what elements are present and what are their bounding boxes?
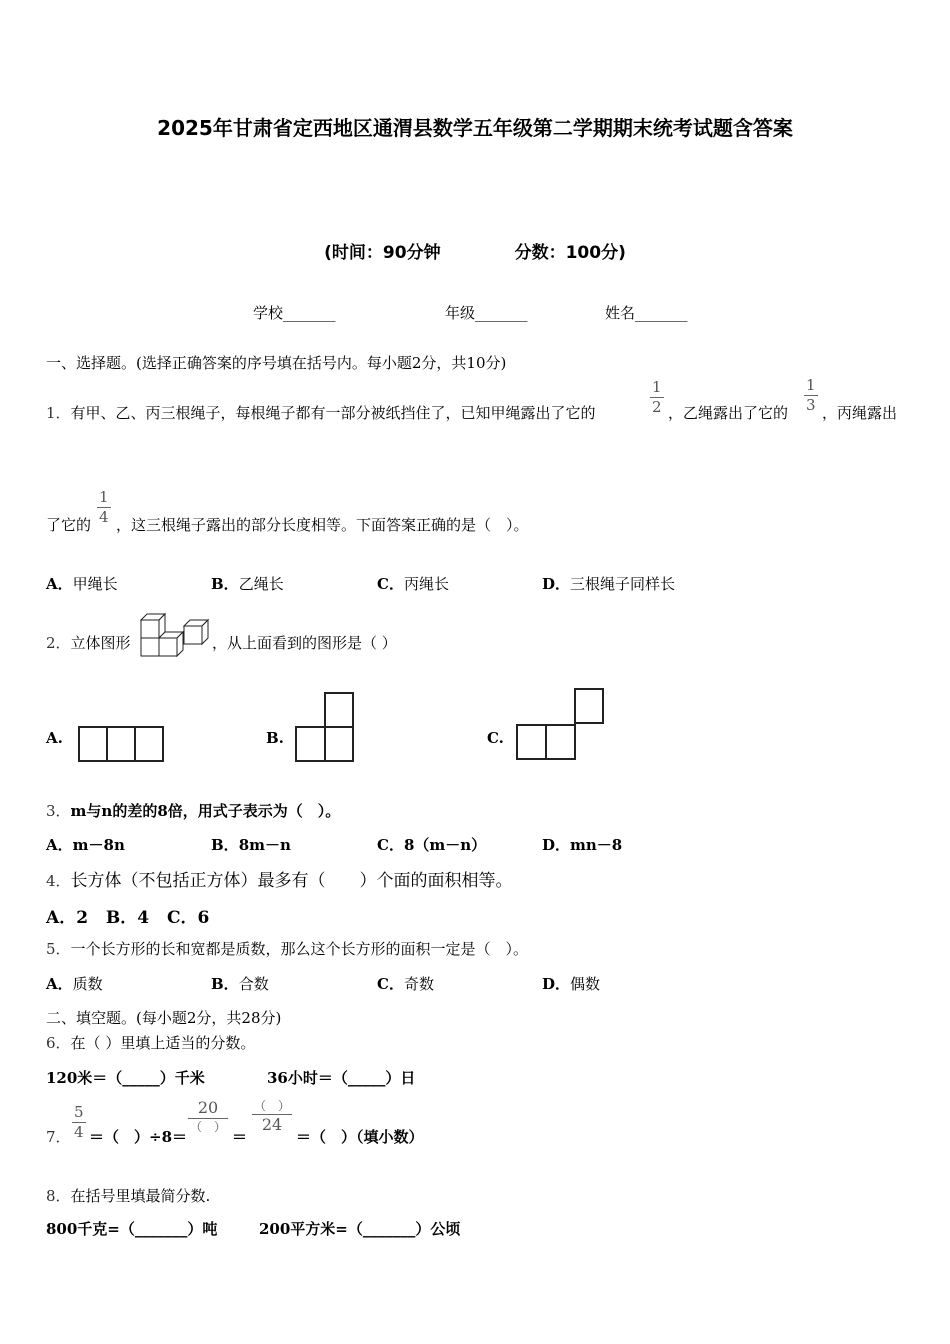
total-score: 分数：100分) xyxy=(514,243,626,263)
q7-frac3-numerator[interactable]: （ ） xyxy=(254,1099,291,1113)
q8-blank-a[interactable]: 800千克=（_______）吨 xyxy=(46,1220,218,1238)
q1-text-a: 有甲、乙、丙三根绳子，每根绳子都有一部分被纸挡住了，已知甲绳露出了它的 xyxy=(70,404,596,422)
q1-number: 1． xyxy=(46,404,71,422)
q6-number: 6． xyxy=(46,1034,71,1052)
q6-blank-b[interactable]: 36小时＝（_____）日 xyxy=(267,1069,416,1087)
q2-option-c-label[interactable]: C. xyxy=(487,729,504,747)
grade-field[interactable]: 年级_______ xyxy=(445,304,528,322)
question-1 xyxy=(46,402,596,423)
q5-option-c[interactable]: C．奇数 xyxy=(377,975,434,993)
q1-frac1-denominator: 2 xyxy=(652,398,662,416)
q2-option-b-figure[interactable] xyxy=(295,692,357,764)
school-field[interactable]: 学校_______ xyxy=(253,304,336,322)
question-2 xyxy=(46,632,131,653)
q5-number: 5． xyxy=(46,940,71,958)
q7-fraction-1 xyxy=(72,1105,86,1140)
exam-subtitle xyxy=(0,238,950,263)
q1-option-a[interactable]: A．甲绳长 xyxy=(46,575,118,593)
q4-number: 4． xyxy=(46,872,71,890)
q8-number: 8． xyxy=(46,1187,71,1205)
q7-equation-c[interactable]: ＝（ ）（填小数） xyxy=(296,1128,424,1146)
q5-option-d[interactable]: D．偶数 xyxy=(542,975,601,993)
q1-text-d: 了它的 xyxy=(46,516,92,534)
q3-number: 3． xyxy=(46,802,71,820)
q4-option-c[interactable]: C．6 xyxy=(166,908,210,928)
q1-frac2-numerator: 1 xyxy=(806,376,816,394)
q4-text: 长方体（不包括正方体）最多有（ ）个面的面积相等。 xyxy=(70,871,513,891)
q2-option-b-label[interactable]: B. xyxy=(266,729,284,747)
solid-figure-image xyxy=(140,606,212,660)
q6-text: 在（ ）里填上适当的分数。 xyxy=(70,1034,256,1052)
q5-option-b[interactable]: B．合数 xyxy=(211,975,269,993)
q3-option-d[interactable]: D．mn－8 xyxy=(542,836,623,854)
question-5 xyxy=(46,938,528,959)
question-3 xyxy=(46,800,340,821)
q7-equation-a[interactable]: ＝（ ）÷8＝ xyxy=(89,1128,188,1146)
q2-text-b: ，从上面看到的图形是（ ） xyxy=(212,634,397,652)
q1-frac3-denominator: 4 xyxy=(99,508,109,526)
q1-frac3-numerator: 1 xyxy=(99,488,109,506)
q3-option-b[interactable]: B．8m－n xyxy=(211,836,291,854)
q1-text-b: ，乙绳露出了它的 xyxy=(668,404,789,422)
q2-text-a: 立体图形 xyxy=(70,634,131,652)
q8-blank-b[interactable]: 200平方米=（_______）公顷 xyxy=(259,1220,461,1238)
q1-frac1-numerator: 1 xyxy=(652,378,662,396)
q2-option-c-figure[interactable] xyxy=(516,688,608,764)
q3-option-c[interactable]: C．8（m－n） xyxy=(377,836,487,854)
name-field[interactable]: 姓名_______ xyxy=(605,304,688,322)
question-8 xyxy=(46,1185,210,1206)
q1-option-d[interactable]: D．三根绳子同样长 xyxy=(542,575,676,593)
q6-blank-a[interactable]: 120米＝（_____）千米 xyxy=(46,1069,205,1087)
question-4 xyxy=(46,866,513,891)
q2-option-a-figure[interactable] xyxy=(78,726,166,764)
q1-text-e: ，这三根绳子露出的部分长度相等。下面答案正确的是（ ）。 xyxy=(116,516,529,534)
section2-heading: 二、填空题。(每小题2分，共28分) xyxy=(46,1009,282,1027)
q2-number: 2． xyxy=(46,634,71,652)
q7-frac2-numerator: 20 xyxy=(197,1098,219,1117)
q8-text: 在括号里填最简分数. xyxy=(70,1187,211,1205)
q3-text: m与n的差的8倍，用式子表示为（ ）。 xyxy=(70,802,341,820)
time-limit: (时间：90分钟 xyxy=(324,243,441,263)
question-6 xyxy=(46,1032,255,1053)
q1-fraction-2 xyxy=(804,378,818,413)
q2-option-a-label[interactable]: A. xyxy=(46,729,63,747)
q7-frac3-denominator: 24 xyxy=(261,1115,283,1134)
q4-options xyxy=(46,903,209,928)
q4-option-a[interactable]: A．2 xyxy=(46,908,89,928)
q4-option-b[interactable]: B．4 xyxy=(105,908,150,928)
q1-text-c: ，丙绳露出 xyxy=(822,404,898,422)
q1-fraction-3 xyxy=(97,490,111,525)
q1-option-c[interactable]: C．丙绳长 xyxy=(377,575,449,593)
q7-fraction-2[interactable] xyxy=(188,1100,228,1133)
q3-option-a[interactable]: A．m－8n xyxy=(46,836,125,854)
q1-frac2-denominator: 3 xyxy=(806,396,816,414)
q7-frac1-numerator: 5 xyxy=(74,1103,84,1121)
q7-equation-b: ＝ xyxy=(232,1128,248,1146)
q7-number: 7． xyxy=(46,1128,71,1146)
q7-fraction-3[interactable] xyxy=(252,1100,292,1133)
document-title: 2025年甘肃省定西地区通渭县数学五年级第二学期期末统考试题含答案 xyxy=(157,116,793,140)
q5-option-a[interactable]: A．质数 xyxy=(46,975,103,993)
q7-frac1-denominator: 4 xyxy=(74,1123,84,1141)
q1-fraction-1 xyxy=(650,380,664,415)
q7-frac2-denominator[interactable]: （ ） xyxy=(190,1120,227,1134)
q5-text: 一个长方形的长和宽都是质数，那么这个长方形的面积一定是（ ）。 xyxy=(70,940,529,958)
section1-heading: 一、选择题。(选择正确答案的序号填在括号内。每小题2分，共10分) xyxy=(46,354,507,372)
q1-option-b[interactable]: B．乙绳长 xyxy=(211,575,284,593)
